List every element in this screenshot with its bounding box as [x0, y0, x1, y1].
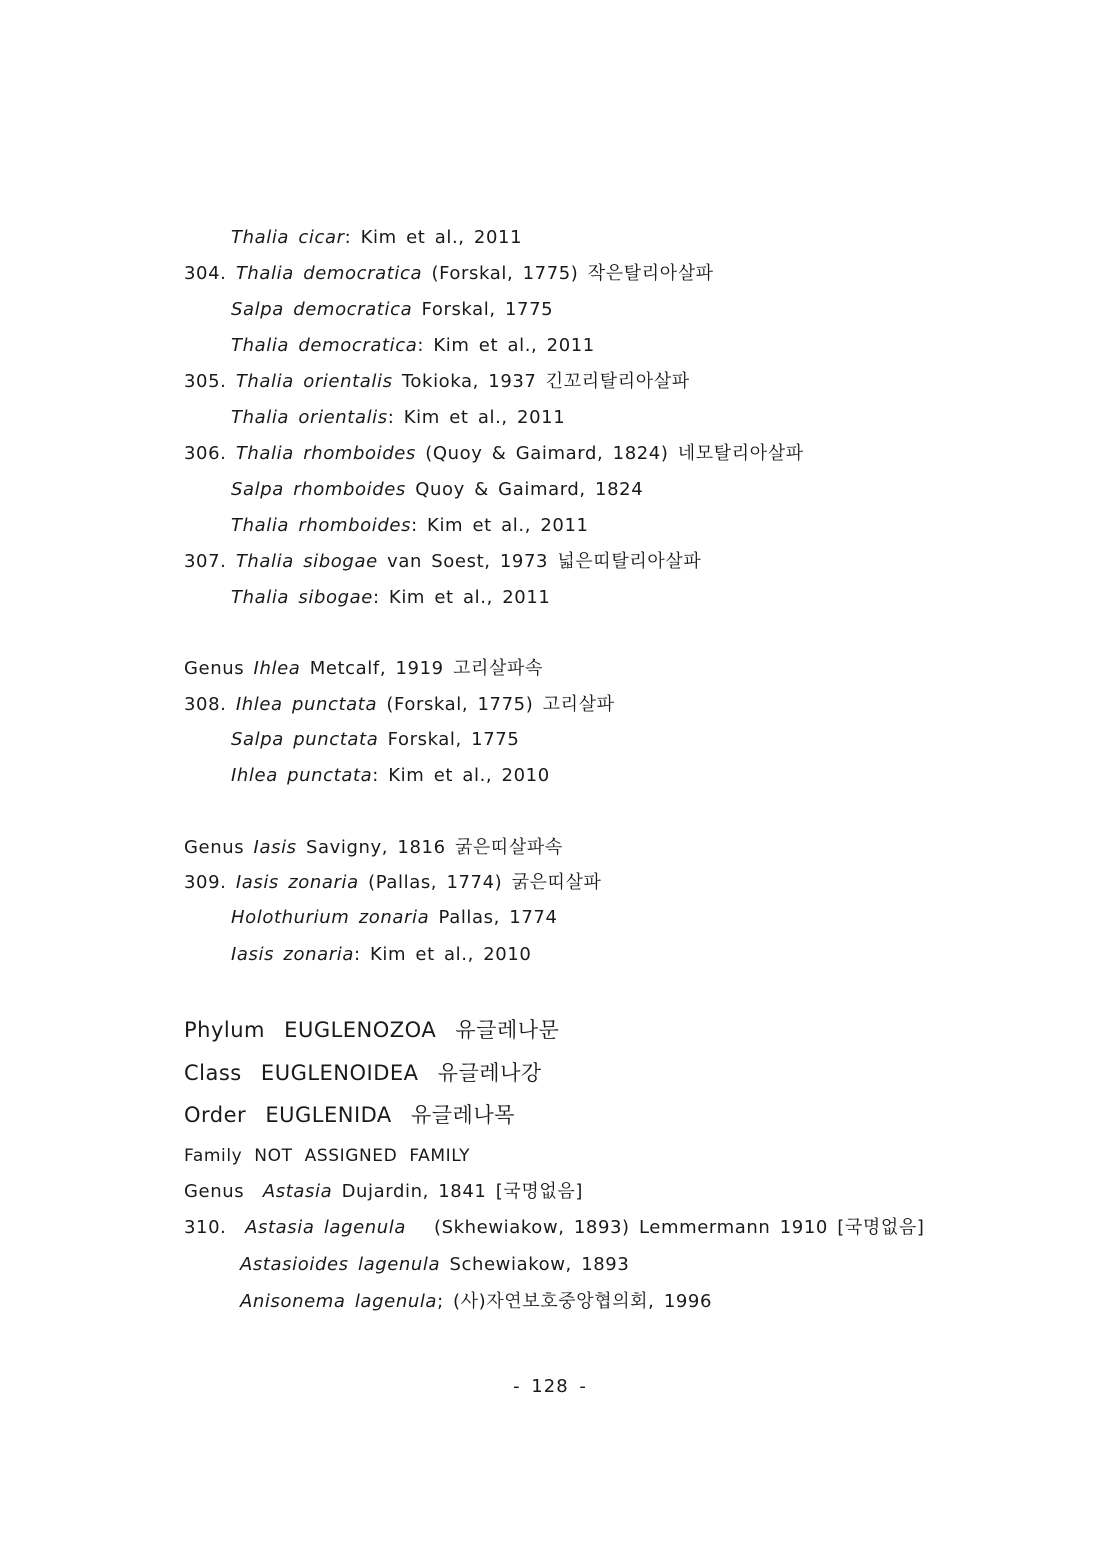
citation-thalia-rhomboides: Thalia rhomboides: Kim et al., 2011 — [231, 515, 589, 536]
entry-308-ihlea-punctata: 308. Ihlea punctata (Forskal, 1775) 고리살파 — [184, 694, 615, 715]
entry-309-iasis-zonaria: 309. Iasis zonaria (Pallas, 1774) 굵은띠살파 — [184, 872, 602, 893]
genus-astasia-heading: Genus Astasia Dujardin, 1841 [국명없음] — [184, 1181, 583, 1202]
synonym-salpa-democratica: Salpa democratica Forskal, 1775 — [231, 299, 554, 320]
entry-thalia-cicar-citation: Thalia cicar: Kim et al., 2011 — [231, 227, 523, 248]
synonym-holothurium-zonaria: Holothurium zonaria Pallas, 1774 — [231, 907, 558, 928]
genus-iasis-heading: Genus Iasis Savigny, 1816 굵은띠살파속 — [184, 837, 563, 858]
synonym-salpa-punctata: Salpa punctata Forskal, 1775 — [231, 729, 520, 750]
citation-ihlea-punctata: Ihlea punctata: Kim et al., 2010 — [231, 765, 550, 786]
genus-ihlea-heading: Genus Ihlea Metcalf, 1919 고리살파속 — [184, 658, 543, 679]
class-heading: Class EUGLENOIDEA 유글레나강 — [184, 1061, 542, 1085]
synonym-anisonema-lagenula: Anisonema lagenula; (사)자연보호중앙협의회, 1996 — [240, 1291, 713, 1312]
phylum-heading: Phylum EUGLENOZOA 유글레나문 — [184, 1018, 560, 1042]
synonym-astasioides-lagenula: Astasioides lagenula Schewiakow, 1893 — [240, 1254, 630, 1275]
entry-304-thalia-democratica: 304. Thalia democratica (Forskal, 1775) 작은탈리아살파 — [184, 263, 714, 284]
citation-thalia-orientalis: Thalia orientalis: Kim et al., 2011 — [231, 407, 566, 428]
entry-305-thalia-orientalis: 305. Thalia orientalis Tokioka, 1937 긴꼬리탈리아살파 — [184, 371, 690, 392]
entry-310-astasia-lagenula: 310. Astasia lagenula (Skhewiakow, 1893) Lemmermann 1910 [국명없음] — [184, 1217, 925, 1238]
citation-thalia-sibogae: Thalia sibogae: Kim et al., 2011 — [231, 587, 551, 608]
citation-thalia-democratica: Thalia democratica: Kim et al., 2011 — [231, 335, 595, 356]
order-heading: Order EUGLENIDA 유글레나목 — [184, 1103, 515, 1127]
entry-307-thalia-sibogae: 307. Thalia sibogae van Soest, 1973 넓은띠탈리아살파 — [184, 551, 702, 572]
citation-iasis-zonaria: Iasis zonaria: Kim et al., 2010 — [231, 944, 532, 965]
entry-306-thalia-rhomboides: 306. Thalia rhomboides (Quoy & Gaimard, 1824) 네모탈리아살파 — [184, 443, 804, 464]
page-number: - 128 - — [513, 1376, 587, 1397]
synonym-salpa-rhomboides: Salpa rhomboides Quoy & Gaimard, 1824 — [231, 479, 644, 500]
family-heading: Family NOT ASSIGNED FAMILY — [184, 1146, 471, 1166]
